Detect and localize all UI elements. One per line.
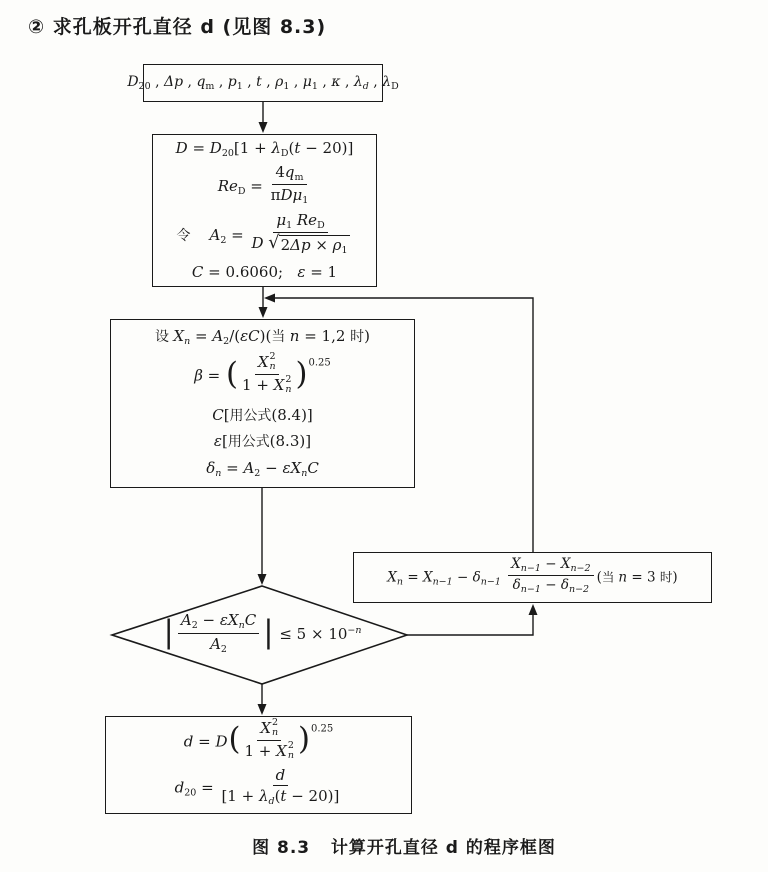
arrowhead-left-icon xyxy=(264,294,275,303)
formula-Xn: 设 $X_n = A_2/(\varepsilon C)$(当 n = 1,2 时) xyxy=(155,327,370,348)
arrow-decision-to-newton xyxy=(407,613,533,635)
formula-convergence-test: | $\frac{A_2 - \varepsilon X_nC}{A_2}$ | ≤ $5 \times 10^{-n}$ xyxy=(163,611,362,655)
formula-epsilon-ref: ε[用公式(8.3)] xyxy=(213,432,312,451)
formula-D: $D = D_{20}[1 + \lambda_D(t - 20)]$ xyxy=(175,139,354,160)
figure-caption: 图 8.3 计算开孔直径 d 的程序框图 xyxy=(252,838,556,858)
arrowhead-up-icon xyxy=(529,604,538,615)
formula-beta: β = ( X 2 n 1 + X 2 n )$^{0.25}$ xyxy=(194,351,331,396)
initial-calculation-box xyxy=(152,134,377,287)
formula-C-ref: C[用公式(8.4)] xyxy=(212,405,313,424)
arrowhead-down-icon xyxy=(258,574,267,585)
formula-newton-step: $X_n = X_{n-1} - \delta_{n-1}$ $\frac{X_{n-1} - X_{n-2}}{\delta_{n-1} - \delta_{n-2}}$ (当 n = 3 时) xyxy=(387,555,678,595)
section-title: ② 求孔板开孔直径 d (见图 8.3) xyxy=(28,16,327,38)
input-parameters-box xyxy=(127,64,399,102)
arrowhead-down-icon xyxy=(259,122,268,133)
formula-delta-n: $\delta_n = A_2 - \varepsilon X_nC$ xyxy=(206,458,319,479)
arrowhead-down-icon xyxy=(258,704,267,715)
formula-d: d = D( X 2 n 1 + X 2 n )$^{0.25}$ xyxy=(183,716,334,761)
formula-d20: $d_{20}$ = $\frac{d}{[1 + \lambda_d(t - 20)]}$ xyxy=(174,765,340,807)
arrowhead-down-icon xyxy=(259,307,268,318)
result-box xyxy=(105,716,412,814)
iteration-box xyxy=(110,319,415,488)
formula-C-epsilon: C = 0.6060; ε = 1 xyxy=(191,262,338,281)
decision-condition xyxy=(130,598,394,672)
input-parameters-formula: $D_{20}$ , Δp , $q_m$ , $p_1$ , t , $\rho_1$ , $\mu_1$ , κ , $\lambda_d$ , $\lambda_D$ xyxy=(127,73,399,92)
formula-A2: 令 $A_2$ = $\mu_1$ $Re_D$ D √ $2\Delta p \times \rho_1$ xyxy=(176,210,348,257)
formula-ReD: $Re_D$ = $\frac{4q_m}{\pi D\mu_1}$ xyxy=(217,162,309,206)
newton-step-box xyxy=(353,552,712,603)
